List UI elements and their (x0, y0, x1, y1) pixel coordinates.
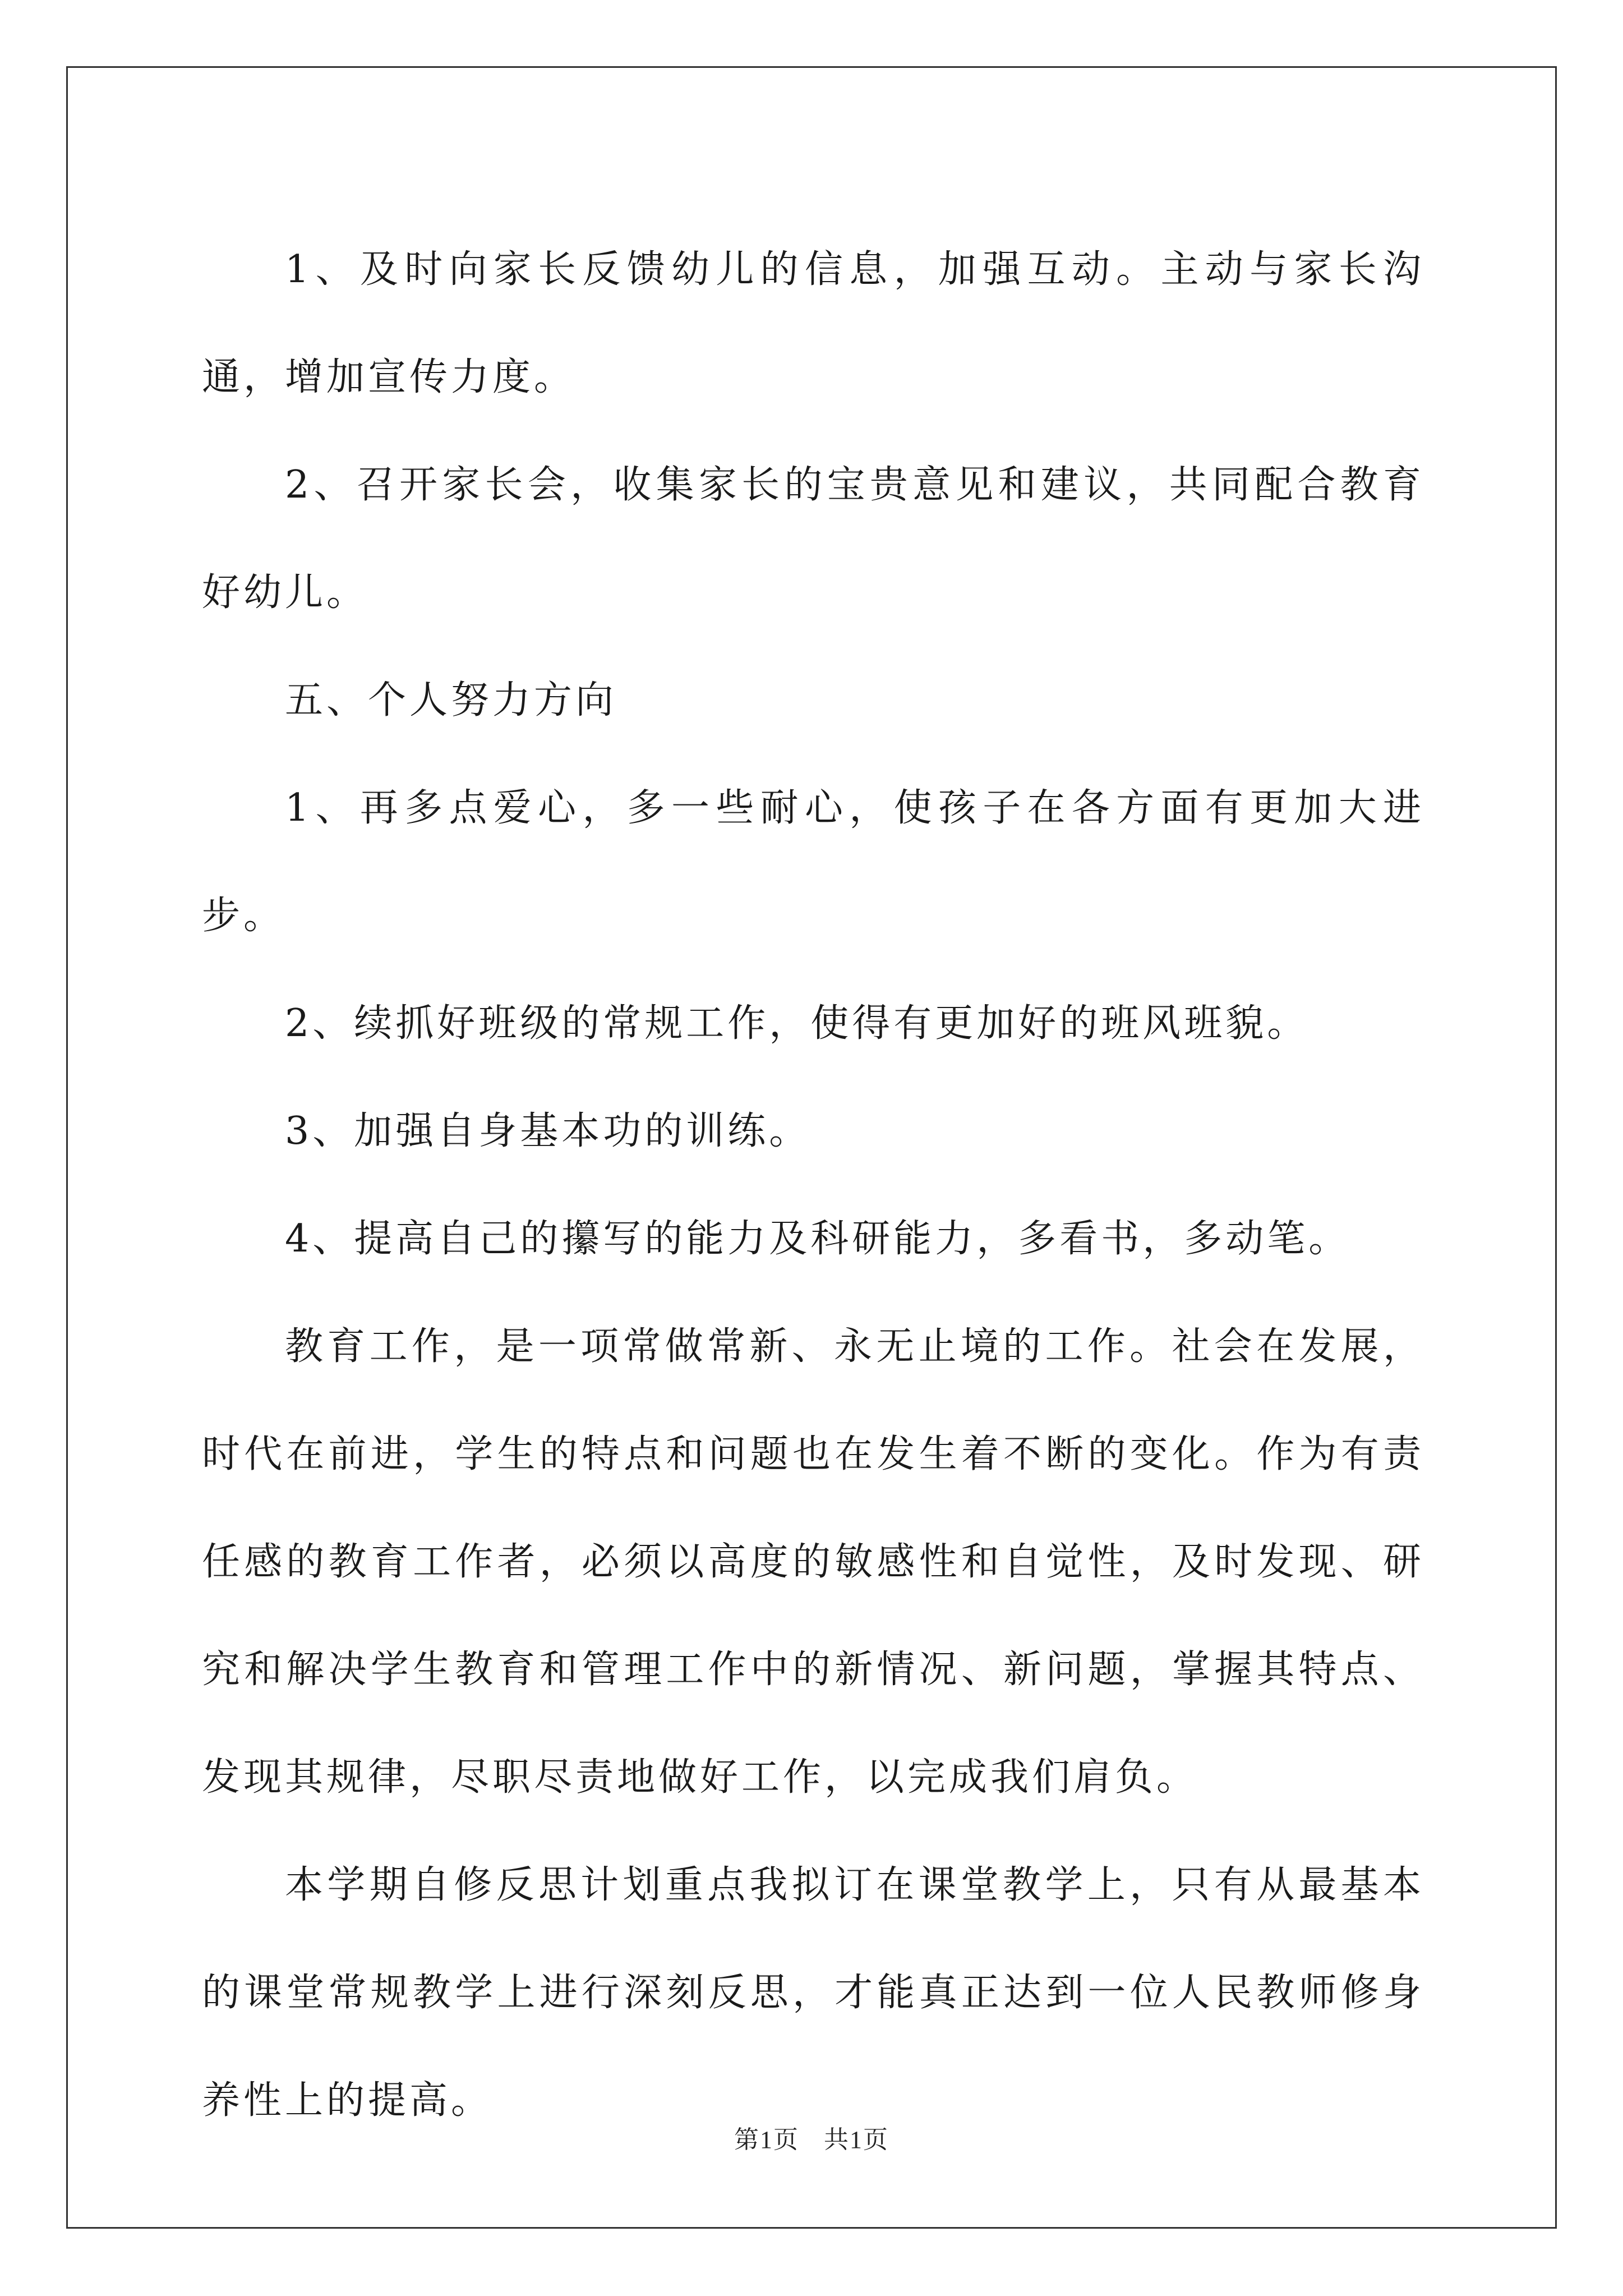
document-body (202, 216, 1424, 2155)
paragraph-parent-meeting: 2、召开家长会，收集家长的宝贵意见和建议，共同配合教育好幼儿。 (202, 463, 1424, 615)
paragraph-semester-plan: 本学期自修反思计划重点我拟订在课堂教学上，只有从最基本的课堂常规教学上进行深刻反思，才能真正达到一位人民教师修身养性上的提高。 (202, 1863, 1424, 2123)
section-heading-personal-direction: 五、个人努力方向 (285, 678, 617, 723)
paragraph-class-routine: 2、续抓好班级的常规工作，使得有更加好的班风班貌。 (285, 1001, 1309, 1046)
paragraph-more-patience: 1、再多点爱心，多一些耐心，使孩子在各方面有更加大进步。 (202, 786, 1424, 938)
page-footer (0, 2119, 1623, 2155)
paragraph-basic-skills: 3、加强自身基本功的训练。 (285, 1109, 811, 1153)
paragraph-education-work: 教育工作，是一项常做常新、永无止境的工作。社会在发展，时代在前进，学生的特点和问题也在发生着不断的变化。作为有责任感的教育工作者，必须以高度的敏感性和自觉性，及时发现、研究和解决学生教育和管理工作中的新情况、新问题，掌握其特点、发现其规律，尽职尽责地做好工作，以完成我们肩负。 (202, 1324, 1424, 1800)
page-number-current: 第1页 (734, 2126, 799, 2154)
paragraph-writing-research: 4、提高自己的攥写的能力及科研能力，多看书，多动笔。 (285, 1217, 1350, 1261)
page-number-total: 共1页 (824, 2126, 889, 2154)
paragraph-parent-feedback: 1、及时向家长反馈幼儿的信息，加强互动。主动与家长沟通，增加宣传力度。 (202, 247, 1424, 399)
